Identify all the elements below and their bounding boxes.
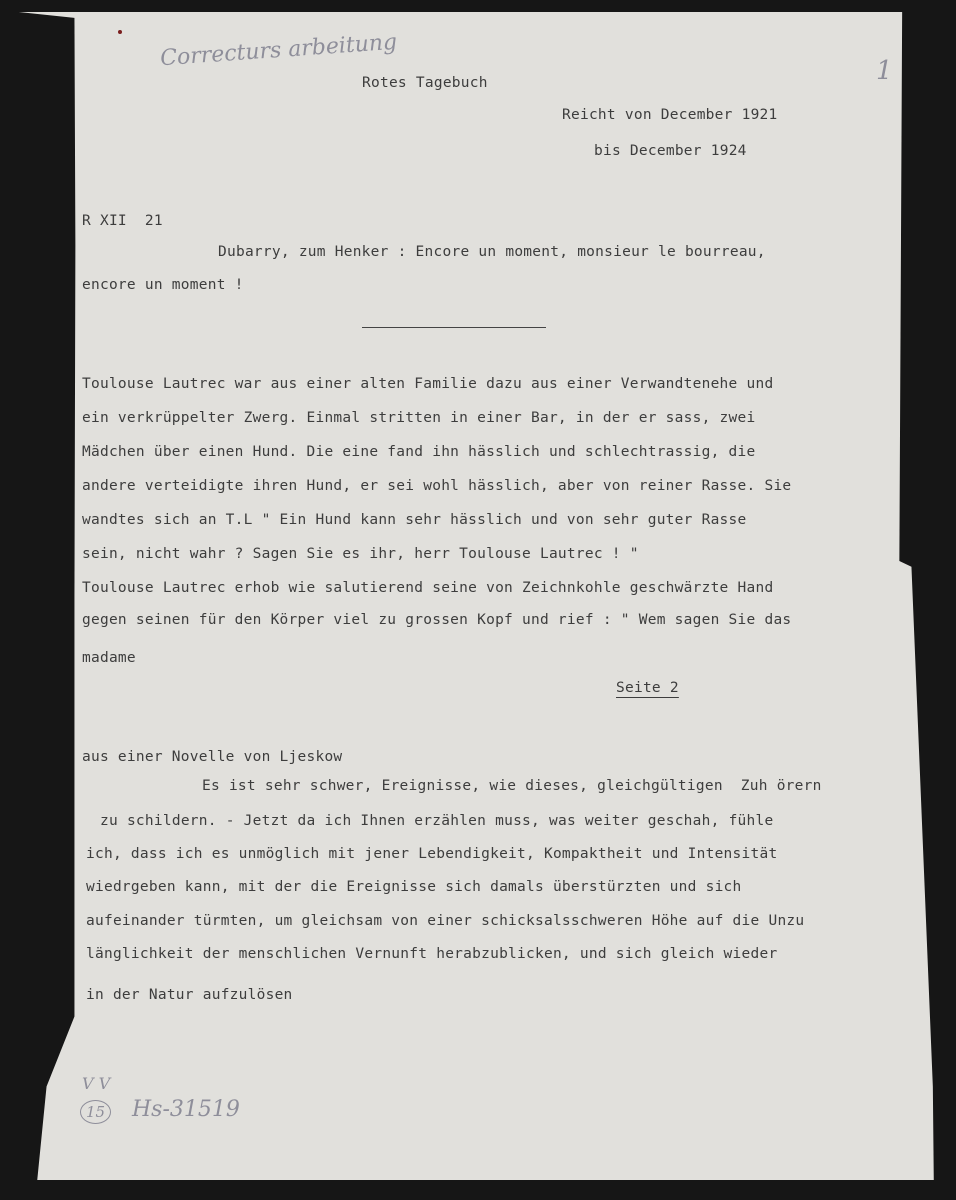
quote-line: Dubarry, zum Henker : Encore un moment, monsieur le bourreau, — [218, 244, 766, 260]
text-line: zu schildern. - Jetzt da ich Ihnen erzählen muss, was weiter geschah, fühle — [100, 813, 774, 829]
text-line: ein verkrüppelter Zwerg. Einmal stritten in einer Bar, in der er sass, zwei — [82, 410, 756, 426]
text-line: in der Natur aufzulösen — [86, 987, 293, 1003]
pencil-page-number: 1 — [876, 56, 893, 86]
text-line: Es ist sehr schwer, Ereignisse, wie dieses, gleichgültigen Zuh örern — [202, 778, 822, 794]
text-line: gegen seinen für den Körper viel zu grossen Kopf und rief : " Wem sagen Sie das — [82, 612, 792, 628]
text-line: aufeinander türmten, um gleichsam von einer schicksalsschweren Höhe auf die Unzu — [86, 913, 805, 929]
text-line: madame — [82, 650, 136, 666]
date-range-end: bis December 1924 — [594, 143, 747, 159]
text-line: ich, dass ich es unmöglich mit jener Lebendigkeit, Kompaktheit und Intensität — [86, 846, 778, 862]
text-line: Mädchen über einen Hund. Die eine fand ihn hässlich und schlechtrassig, die — [82, 444, 756, 460]
date-range-start: Reicht von December 1921 — [562, 107, 778, 123]
document-title: Rotes Tagebuch — [362, 75, 488, 91]
text-line: Toulouse Lautrec erhob wie salutierend seine von Zeichnkohle geschwärzte Hand — [82, 580, 774, 596]
document-page — [14, 12, 944, 1180]
section-heading: aus einer Novelle von Ljeskow — [82, 749, 343, 765]
pencil-circled-number: 15 — [80, 1100, 111, 1124]
catalog-number: Hs-31519 — [132, 1097, 240, 1122]
quote-line: encore un moment ! — [82, 277, 244, 293]
entry-date: R XII 21 — [82, 213, 163, 229]
text-line: andere verteidigte ihren Hund, er sei wohl hässlich, aber von reiner Rasse. Sie — [82, 478, 792, 494]
page-reference: Seite 2 — [616, 680, 679, 696]
pencil-note-vv: V V — [82, 1074, 111, 1093]
text-line: Toulouse Lautrec war aus einer alten Familie dazu aus einer Verwandtenehe und — [82, 376, 774, 392]
text-line: wandtes sich an T.L " Ein Hund kann sehr hässlich und von sehr guter Rasse — [82, 512, 747, 528]
section-divider — [362, 327, 546, 328]
pencil-note-top-left: Correcturs arbeitung — [159, 29, 398, 72]
text-line: länglichkeit der menschlichen Vernunft herabzublicken, und sich gleich wieder — [86, 946, 778, 962]
ink-spot — [118, 30, 122, 34]
text-line: wiedrgeben kann, mit der die Ereignisse sich damals überstürzten und sich — [86, 879, 742, 895]
text-line: sein, nicht wahr ? Sagen Sie es ihr, herr Toulouse Lautrec ! " — [82, 546, 639, 562]
